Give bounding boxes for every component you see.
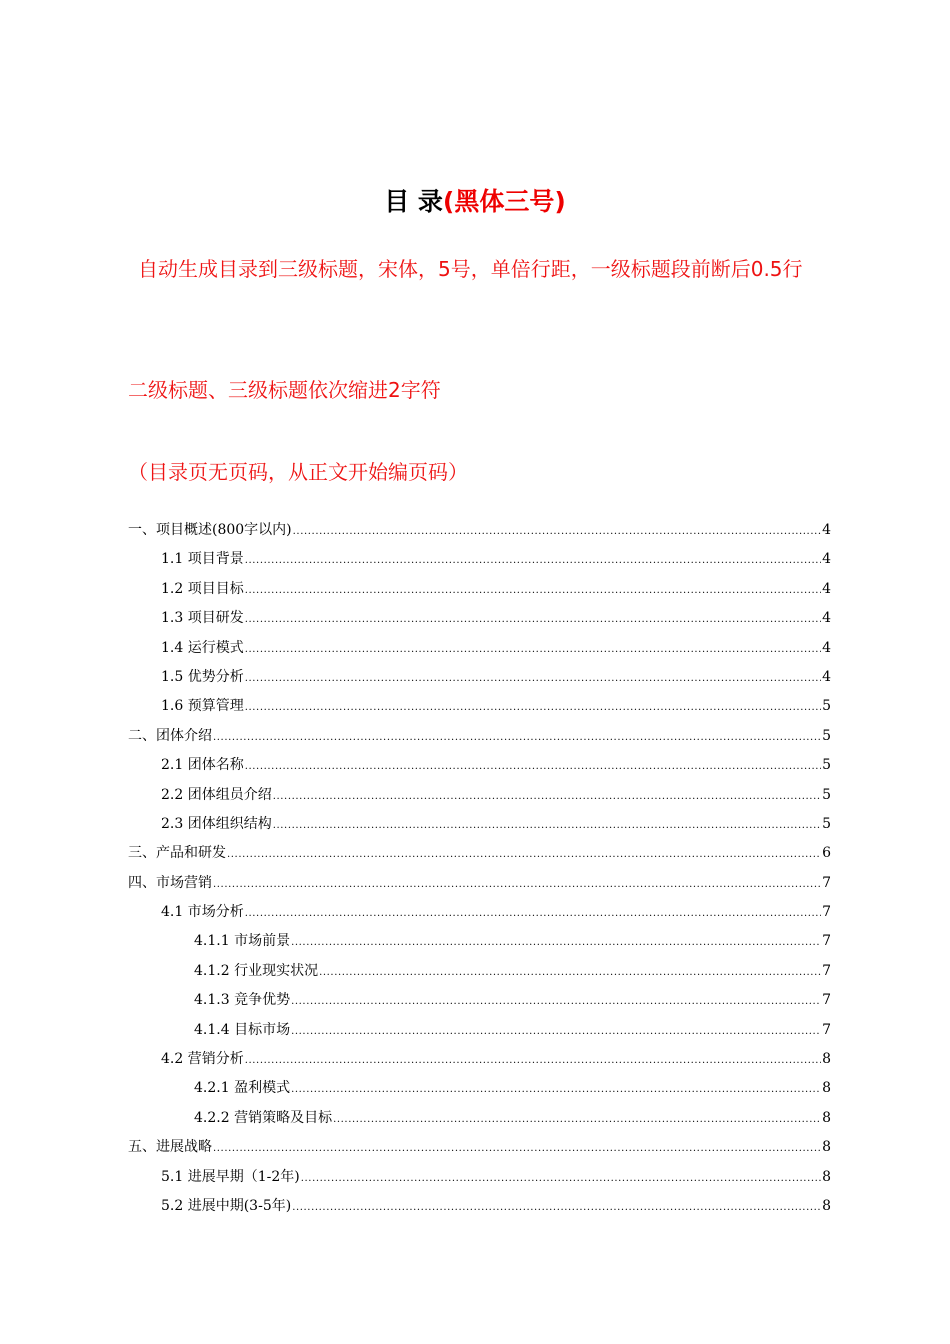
- toc-entry[interactable]: [128, 722, 831, 751]
- toc-entry[interactable]: [128, 781, 831, 810]
- toc-entry-page-number: 8: [822, 1197, 831, 1214]
- toc-leader-dots: [291, 928, 821, 957]
- toc-entry-page-number: 7: [822, 962, 831, 979]
- toc-title-font-note: (黑体三号): [442, 187, 566, 216]
- toc-entry-page-number: 6: [822, 845, 831, 862]
- toc-leader-dots: [213, 870, 821, 899]
- toc-entry[interactable]: [128, 692, 831, 721]
- toc-leader-dots: [227, 840, 821, 869]
- toc-entry[interactable]: [128, 1074, 831, 1103]
- toc-entry-page-number: 8: [822, 1109, 831, 1126]
- toc-entry-page-number: 4: [822, 639, 831, 656]
- toc-entry-page-number: 5: [822, 815, 831, 832]
- toc-entry-page-number: 8: [822, 1051, 831, 1068]
- instruction-note-indent: 二级标题、三级标题依次缩进2字符: [128, 378, 441, 402]
- toc-entry[interactable]: [128, 898, 831, 927]
- toc-leader-dots: [245, 635, 821, 664]
- toc-entry[interactable]: [128, 1133, 831, 1162]
- toc-entry-label: 2.3 团体组织结构: [161, 815, 272, 832]
- toc-leader-dots: [213, 1134, 821, 1163]
- toc-entry-page-number: 7: [822, 992, 831, 1009]
- toc-entry[interactable]: [128, 986, 831, 1015]
- toc-entry-page-number: 5: [822, 786, 831, 803]
- toc-entry[interactable]: [128, 663, 831, 692]
- toc-title-text: 目 录: [384, 187, 443, 216]
- toc-entry-page-number: 4: [822, 522, 831, 538]
- toc-entry-label: 1.4 运行模式: [161, 639, 244, 656]
- toc-leader-dots: [245, 605, 821, 634]
- toc-entry-label: 4.2.2 营销策略及目标: [194, 1109, 333, 1126]
- toc-entry-page-number: 8: [822, 1139, 831, 1156]
- toc-entry[interactable]: [128, 545, 831, 574]
- toc-leader-dots: [245, 664, 821, 693]
- toc-leader-dots: [245, 546, 821, 575]
- toc-entry-page-number: 7: [822, 1021, 831, 1038]
- toc-leader-dots: [319, 958, 821, 987]
- toc-entry[interactable]: [128, 604, 831, 633]
- instruction-note-page-numbers: （目录页无页码，从正文开始编页码）: [128, 460, 468, 484]
- toc-leader-dots: [245, 693, 821, 722]
- table-of-contents: [128, 516, 831, 1221]
- toc-entry[interactable]: [128, 634, 831, 663]
- toc-leader-dots: [301, 1164, 821, 1193]
- toc-entry-label: 2.1 团体名称: [161, 757, 244, 774]
- toc-entry[interactable]: [128, 810, 831, 839]
- toc-entry-page-number: 4: [822, 580, 831, 597]
- toc-entry[interactable]: [128, 516, 831, 545]
- toc-entry-page-number: 7: [822, 904, 831, 921]
- toc-entry-label: 1.2 项目目标: [161, 580, 244, 597]
- toc-entry[interactable]: [128, 1192, 831, 1221]
- toc-entry-label: 五、进展战略: [128, 1139, 212, 1156]
- toc-leader-dots: [213, 723, 821, 752]
- toc-entry-label: 1.1 项目背景: [161, 551, 244, 568]
- toc-leader-dots: [291, 1075, 821, 1104]
- instruction-note-auto-generate: 自动生成目录到三级标题，宋体，5号，单倍行距，一级标题段前断后0.5行: [138, 257, 803, 281]
- toc-entry-label: 一、项目概述(800字以内): [128, 522, 292, 538]
- toc-entry-label: 5.2 进展中期(3-5年): [161, 1197, 292, 1214]
- toc-entry-label: 1.5 优势分析: [161, 668, 244, 685]
- toc-leader-dots: [293, 517, 821, 546]
- toc-entry[interactable]: [128, 1163, 831, 1192]
- toc-entry-label: 4.1.4 目标市场: [194, 1021, 291, 1038]
- toc-leader-dots: [291, 1017, 821, 1046]
- toc-leader-dots: [245, 899, 821, 928]
- toc-entry[interactable]: [128, 957, 831, 986]
- toc-entry-label: 二、团体介绍: [128, 727, 212, 744]
- toc-entry-label: 四、市场营销: [128, 874, 212, 891]
- toc-entry-label: 4.2.1 盈利模式: [194, 1080, 291, 1097]
- toc-entry-page-number: 8: [822, 1168, 831, 1185]
- toc-leader-dots: [333, 1105, 821, 1134]
- toc-entry[interactable]: [128, 839, 831, 868]
- toc-entry[interactable]: [128, 927, 831, 956]
- toc-entry-label: 三、产品和研发: [128, 845, 226, 862]
- toc-leader-dots: [273, 782, 821, 811]
- toc-entry-page-number: 5: [822, 757, 831, 774]
- toc-entry-page-number: 5: [822, 727, 831, 744]
- toc-leader-dots: [292, 1193, 821, 1222]
- toc-entry[interactable]: [128, 869, 831, 898]
- toc-entry-page-number: 5: [822, 698, 831, 715]
- toc-entry-label: 4.1.1 市场前景: [194, 933, 291, 950]
- toc-entry-page-number: 4: [822, 551, 831, 568]
- toc-entry-label: 5.1 进展早期（1-2年): [161, 1168, 300, 1185]
- toc-entry-label: 2.2 团体组员介绍: [161, 786, 272, 803]
- toc-leader-dots: [291, 987, 821, 1016]
- toc-entry[interactable]: [128, 1045, 831, 1074]
- toc-leader-dots: [245, 1046, 821, 1075]
- toc-entry[interactable]: [128, 1016, 831, 1045]
- toc-entry-page-number: 4: [822, 668, 831, 685]
- toc-leader-dots: [273, 811, 821, 840]
- toc-leader-dots: [245, 576, 821, 605]
- toc-entry[interactable]: [128, 1104, 831, 1133]
- toc-entry[interactable]: [128, 751, 831, 780]
- toc-entry-page-number: 7: [822, 933, 831, 950]
- toc-entry-label: 1.3 项目研发: [161, 610, 244, 627]
- toc-entry-page-number: 7: [822, 874, 831, 891]
- toc-entry-page-number: 8: [822, 1080, 831, 1097]
- toc-leader-dots: [245, 752, 821, 781]
- toc-entry-page-number: 4: [822, 610, 831, 627]
- toc-entry-label: 4.1 市场分析: [161, 904, 244, 921]
- toc-title: [0, 182, 950, 222]
- toc-entry-label: 1.6 预算管理: [161, 698, 244, 715]
- toc-entry-label: 4.2 营销分析: [161, 1051, 244, 1068]
- toc-entry-label: 4.1.3 竞争优势: [194, 992, 291, 1009]
- toc-entry[interactable]: [128, 575, 831, 604]
- toc-entry-label: 4.1.2 行业现实状况: [194, 962, 319, 979]
